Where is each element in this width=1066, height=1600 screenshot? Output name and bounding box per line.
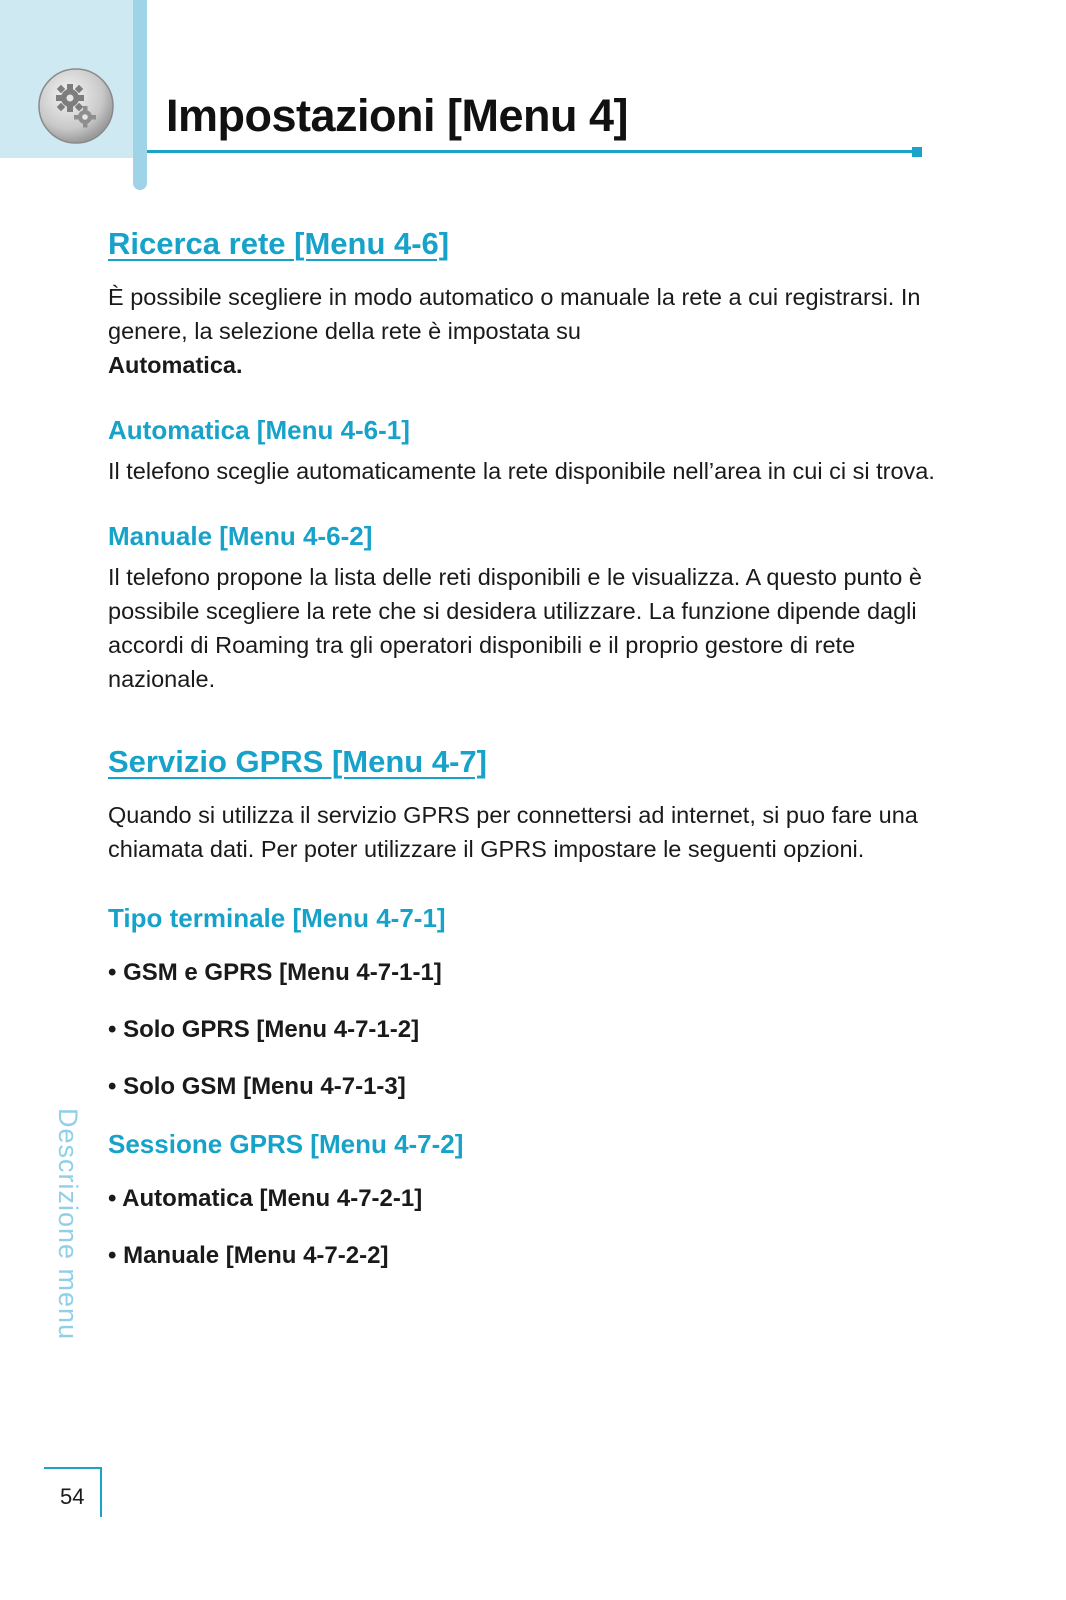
section-ricerca-intro-text: È possibile scegliere in modo automatico o manuale la rete a cui registrarsi. In genere, la selezione della rete è impostata su [108, 284, 921, 344]
sidebar-section-label: Descrizione menu [53, 1108, 83, 1341]
footer-tick [100, 1467, 102, 1517]
list-item: • Solo GSM [Menu 4-7-1-3] [108, 1073, 406, 1100]
footer-rule [44, 1467, 102, 1469]
header-rule [147, 150, 917, 153]
subsection-automatica-text: Il telefono sceglie automaticamente la rete disponibile nell’area in cui ci si trova. [108, 458, 935, 484]
list-item: • Solo GPRS [Menu 4-7-1-2] [108, 1016, 420, 1043]
section-ricerca-intro-bold: Automatica. [108, 352, 243, 378]
main-content [108, 222, 938, 1273]
section-ricerca-title: Ricerca rete [Menu 4-6] [108, 226, 450, 261]
section-gprs-intro: Quando si utilizza il servizio GPRS per connettersi ad internet, si puo fare una chiamata dati. Per poter utilizzare il GPRS impostare le seguenti opzioni. [108, 802, 918, 862]
subsection-manuale-text: Il telefono propone la lista delle reti disponibili e le visualizza. A questo punto è possibile scegliere la rete che si desidera utilizzare. La funzione dipende dagli accordi di Roaming tra gli operatori disponibili e il proprio gestore di rete nazionale. [108, 564, 922, 692]
list-item: • GSM e GPRS [Menu 4-7-1-1] [108, 959, 442, 986]
list-item: • Manuale [Menu 4-7-2-2] [108, 1242, 389, 1269]
subsection-sessione-title: Sessione GPRS [Menu 4-7-2] [108, 1129, 464, 1159]
subsection-tipo-title: Tipo terminale [Menu 4-7-1] [108, 903, 446, 933]
page-number: 54 [60, 1484, 85, 1509]
header-rule-end [912, 147, 922, 157]
header-vertical-bar [133, 0, 147, 190]
subsection-manuale-title: Manuale [Menu 4-6-2] [108, 521, 373, 551]
page-title: Impostazioni [Menu 4] [166, 90, 628, 141]
section-gprs-title: Servizio GPRS [Menu 4-7] [108, 744, 487, 779]
section-ricerca-intro [108, 280, 938, 382]
list-item: • Automatica [Menu 4-7-2-1] [108, 1185, 423, 1212]
gear-icon [37, 67, 115, 145]
subsection-automatica-title: Automatica [Menu 4-6-1] [108, 415, 410, 445]
